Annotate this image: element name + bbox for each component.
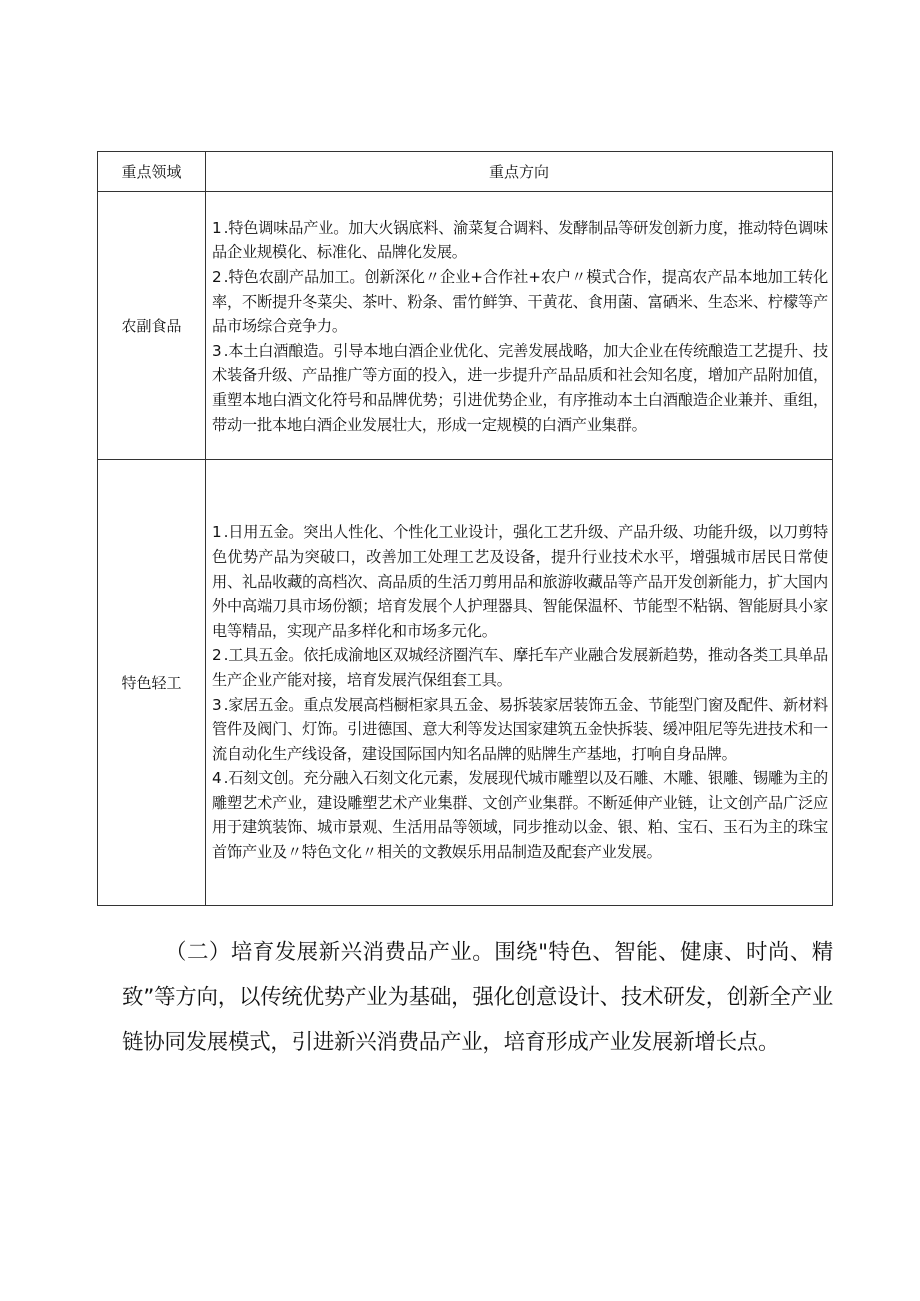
field-cell: 特色轻工	[98, 460, 206, 906]
field-cell: 农副食品	[98, 192, 206, 460]
direction-item: 3.家居五金。重点发展高档橱柜家具五金、易拆装家居装饰五金、节能型门窗及配件、新材料管件及阀门、灯饰。引进德国、意大利等发达国家建筑五金快拆装、缓冲阻尼等先进技术和一流自动化生产线设备，建设国际国内知名品牌的贴牌生产基地，打响自身品牌。	[212, 695, 828, 763]
table-header-row	[98, 152, 833, 192]
direction-item: 1.特色调味品产业。加大火锅底料、渝菜复合调料、发酵制品等研发创新力度，推动特色调味品企业规模化、标准化、品牌化发展。	[212, 218, 828, 262]
direction-item: 1.日用五金。突出人性化、个性化工业设计，强化工艺升级、产品升级、功能升级，以刀剪特色优势产品为突破口，改善加工处理工艺及设备，提升行业技术水平，增强城市居民日常使用、礼品收藏的高档次、高品质的生活刀剪用品和旅游收藏品等产品开发创新能力，扩大国内外中高端刀具市场份额；培育发展个人护理器具、智能保温杯、节能型不粘锅、智能厨具小家电等精品，实现产品多样化和市场多元化。	[212, 523, 828, 640]
direction-item: 2.特色农副产品加工。创新深化〃企业+合作社+农户〃模式合作，提高农产品本地加工转化率，不断提升冬菜尖、茶叶、粉条、雷竹鲜笋、干黄花、食用菌、富硒米、生态米、柠檬等产品市场综合竞争力。	[212, 268, 828, 336]
direction-item: 2.工具五金。依托成渝地区双城经济圈汽车、摩托车产业融合发展新趋势，推动各类工具单品生产企业产能对接，培育发展汽保组套工具。	[212, 646, 828, 689]
header-direction: 重点方向	[206, 152, 833, 192]
direction-cell	[206, 192, 833, 460]
body-paragraph: （二）培育发展新兴消费品产业。围绕"特色、智能、健康、时尚、精致”等方向，以传统优势产业为基础，强化创意设计、技术研发，创新全产业链协同发展模式，引进新兴消费品产业，培育形成产业发展新增长点。	[122, 940, 833, 1055]
focus-table	[97, 151, 833, 906]
header-field: 重点领域	[98, 152, 206, 192]
table-row	[98, 192, 833, 460]
direction-item: 3.本土白酒酿造。引导本地白酒企业优化、完善发展战略，加大企业在传统酿造工艺提升、技术装备升级、产品推广等方面的投入，进一步提升产品品质和社会知名度，增加产品附加值，重塑本地白酒文化符号和品牌优势；引进优势企业，有序推动本土白酒酿造企业兼并、重组，带动一批本地白酒企业发展壮大，形成一定规模的白酒产业集群。	[212, 341, 828, 434]
direction-item: 4.石刻文创。充分融入石刻文化元素，发展现代城市雕塑以及石雕、木雕、银雕、锡雕为主的雕塑艺术产业，建设雕塑艺术产业集群、文创产业集群。不断延伸产业链，让文创产品广泛应用于建筑装饰、城市景观、生活用品等领域，同步推动以金、银、粕、宝石、玉石为主的珠宝首饰产业及〃特色文化〃相关的文教娱乐用品制造及配套产业发展。	[212, 769, 828, 862]
table-row	[98, 460, 833, 906]
direction-cell	[206, 460, 833, 906]
